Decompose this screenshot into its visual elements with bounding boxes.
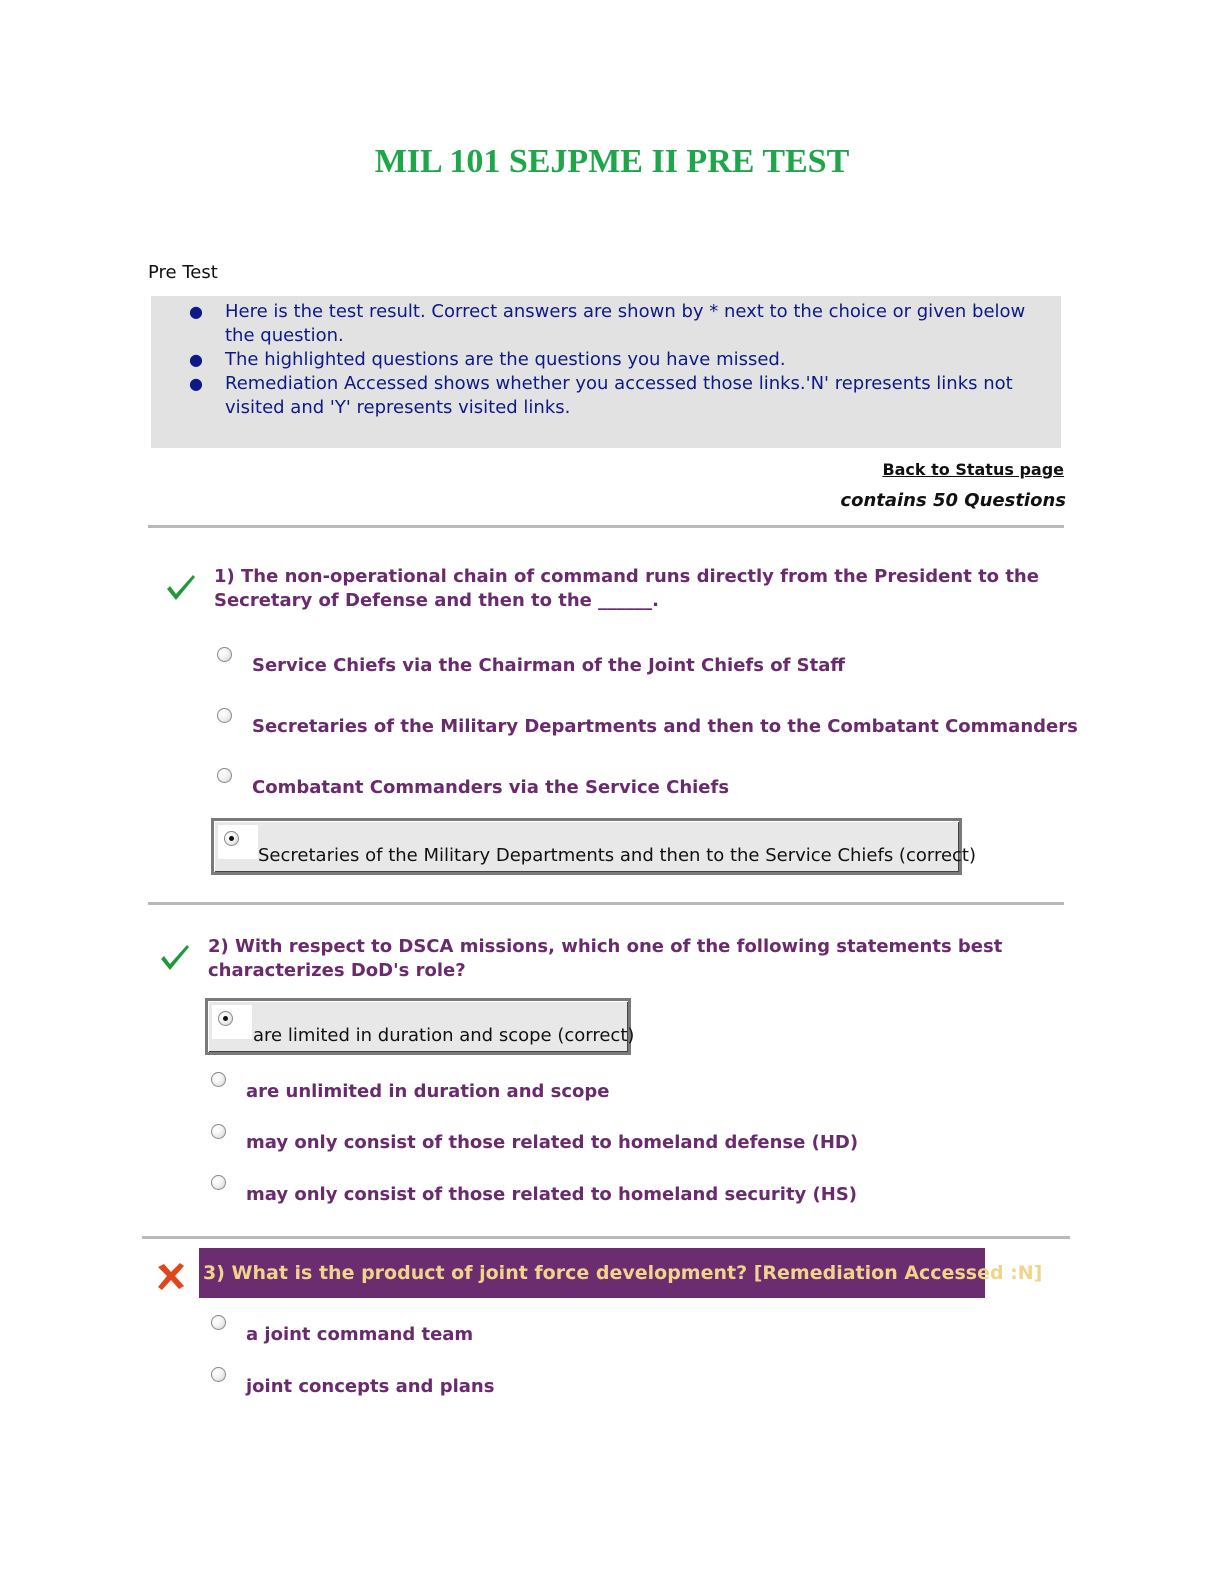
bullet-icon: ● bbox=[189, 302, 203, 321]
q3-option-2-label: joint concepts and plans bbox=[246, 1376, 495, 1397]
q1-option-2-radio[interactable] bbox=[217, 708, 232, 723]
red-x-icon bbox=[154, 1259, 188, 1293]
bullet-icon: ● bbox=[189, 374, 203, 393]
q2-option-3-label: may only consist of those related to homeland defense (HD) bbox=[246, 1132, 859, 1153]
q3-option-1-radio[interactable] bbox=[211, 1315, 226, 1330]
divider bbox=[148, 525, 1064, 528]
instruction-item: ● Here is the test result. Correct answers are shown by * next to the choice or given below the question. bbox=[189, 301, 1026, 346]
q2-option-1-label: are limited in duration and scope (correct) bbox=[253, 1025, 635, 1046]
question-2-text: 2) With respect to DSCA missions, which one of the following statements best characterizes DoD's role? bbox=[208, 936, 1003, 981]
question-3-text: 3) What is the product of joint force development? [Remediation Accessed :N] bbox=[199, 1248, 985, 1298]
instruction-item: ● The highlighted questions are the questions you have missed. bbox=[189, 349, 786, 370]
q2-option-1-radio[interactable] bbox=[218, 1011, 233, 1026]
q1-option-3-label: Combatant Commanders via the Service Chiefs bbox=[252, 777, 730, 798]
q1-option-1-label: Service Chiefs via the Chairman of the Joint Chiefs of Staff bbox=[252, 655, 845, 676]
q2-option-2-label: are unlimited in duration and scope bbox=[246, 1081, 610, 1102]
q3-option-1-label: a joint command team bbox=[246, 1324, 474, 1345]
q3-option-2-radio[interactable] bbox=[211, 1367, 226, 1382]
bullet-icon: ● bbox=[189, 350, 203, 369]
q2-correct-answer-box bbox=[205, 998, 635, 1055]
q1-option-2-label: Secretaries of the Military Departments and then to the Combatant Commanders bbox=[252, 716, 1078, 737]
page-title: MIL 101 SEJPME II PRE TEST bbox=[374, 143, 850, 180]
question-1-text: 1) The non-operational chain of command runs directly from the President to the Secretary of Defense and then to the ______. bbox=[214, 566, 1039, 611]
q2-option-4-radio[interactable] bbox=[211, 1175, 226, 1190]
section-label: Pre Test bbox=[148, 262, 218, 283]
question-count: contains 50 Questions bbox=[840, 490, 1066, 511]
q1-option-1-radio[interactable] bbox=[217, 647, 232, 662]
q1-correct-answer-box bbox=[211, 818, 977, 875]
q2-option-4-label: may only consist of those related to homeland security (HS) bbox=[246, 1184, 858, 1205]
q1-option-3-radio[interactable] bbox=[217, 768, 232, 783]
green-checkmark-icon bbox=[164, 572, 198, 606]
instructions-list bbox=[189, 300, 1055, 420]
divider bbox=[148, 902, 1064, 905]
green-checkmark-icon bbox=[158, 942, 192, 976]
instruction-item: ● Remediation Accessed shows whether you accessed those links.'N' represents links not visited and 'Y' represents visited links. bbox=[189, 373, 1013, 418]
q1-option-4-label: Secretaries of the Military Departments and then to the Service Chiefs (correct) bbox=[258, 845, 977, 866]
divider bbox=[142, 1236, 1070, 1239]
q2-option-3-radio[interactable] bbox=[211, 1124, 226, 1139]
q2-option-2-radio[interactable] bbox=[211, 1072, 226, 1087]
q1-option-4-radio[interactable] bbox=[224, 831, 239, 846]
instructions-box bbox=[151, 296, 1061, 448]
back-to-status-link[interactable]: Back to Status page bbox=[882, 460, 1064, 479]
